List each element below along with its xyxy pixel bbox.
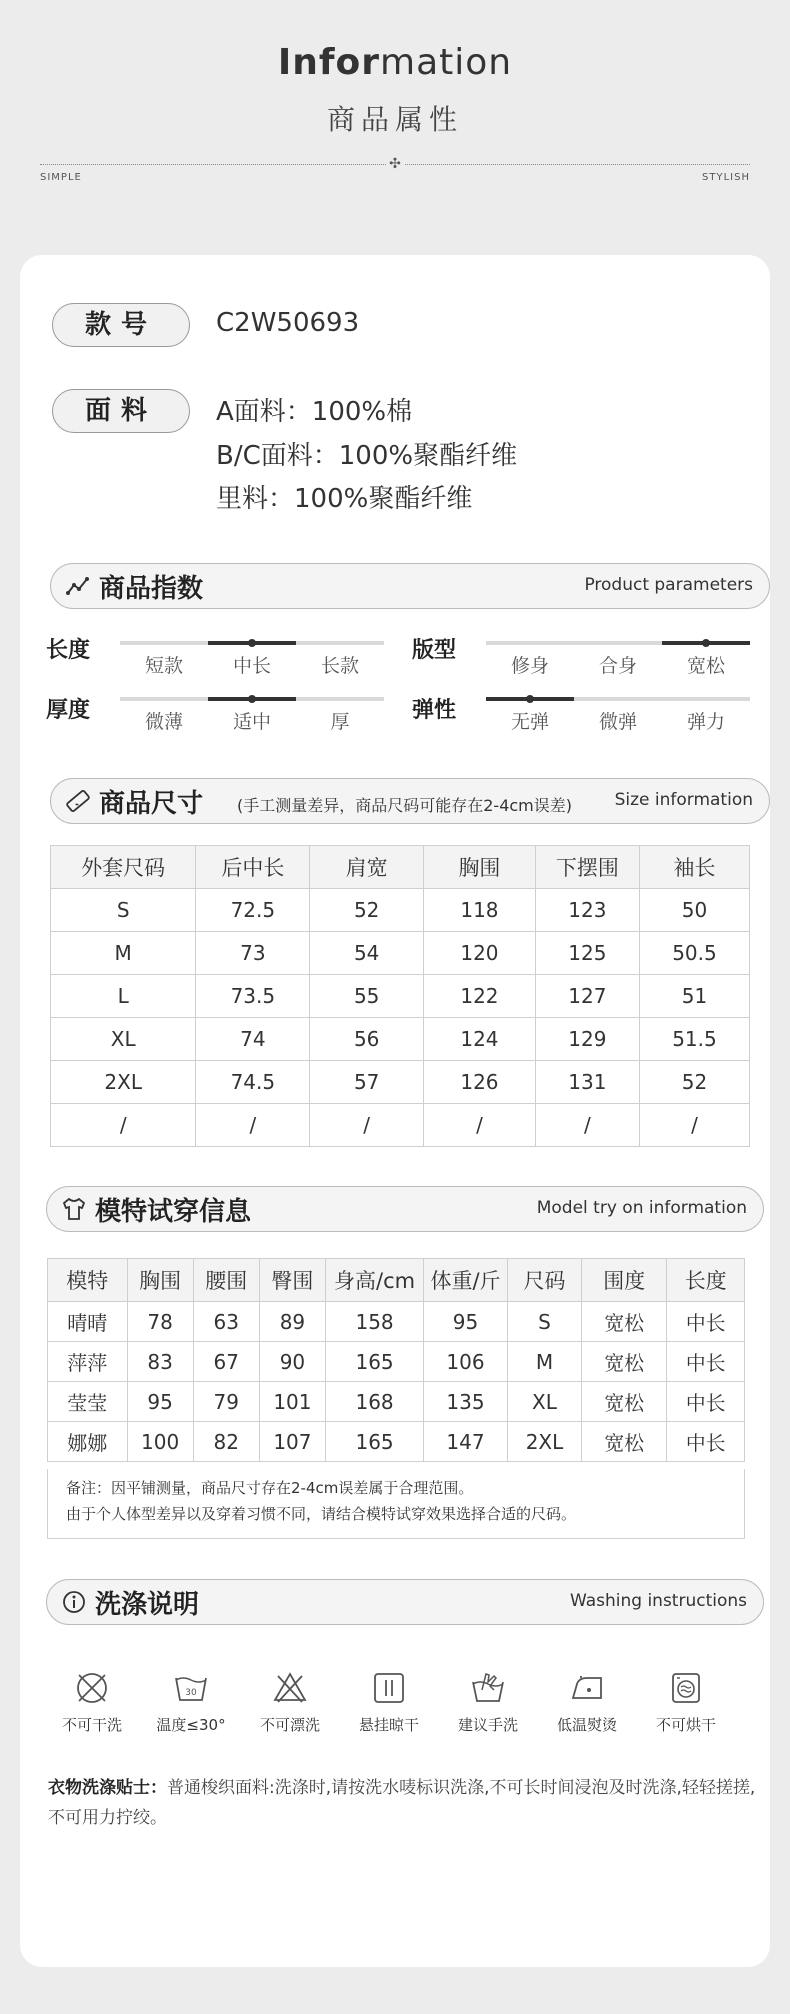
info-card <box>20 255 770 1967</box>
wash-item <box>47 1668 137 1735</box>
parameter-option: 弹力 <box>686 711 725 733</box>
table-cell: 79 <box>193 1382 259 1422</box>
svg-text:30: 30 <box>185 1688 197 1698</box>
table-cell: 中长 <box>667 1342 745 1382</box>
table-cell: 51 <box>639 975 749 1018</box>
parameter-option: 合身 <box>598 655 637 677</box>
table-cell: 57 <box>310 1061 424 1104</box>
table-cell: 124 <box>424 1018 536 1061</box>
table-cell: 74 <box>196 1018 310 1061</box>
table-cell: / <box>639 1104 749 1147</box>
table-row <box>48 1422 745 1462</box>
table-cell: 54 <box>310 932 424 975</box>
table-cell: 中长 <box>667 1302 745 1342</box>
table-row <box>51 1104 750 1147</box>
parameter-option: 厚 <box>330 711 350 733</box>
parameter-selected-dot <box>248 695 256 703</box>
section-bar-size <box>50 778 770 824</box>
table-cell: 宽松 <box>582 1382 667 1422</box>
fabric-line: A面料：100%棉 <box>216 397 413 427</box>
table-header-cell: 臀围 <box>259 1259 325 1302</box>
wash-label: 不可干洗 <box>61 1716 122 1734</box>
header-right-tag: STYLISH <box>702 172 750 183</box>
table-cell: 中长 <box>667 1422 745 1462</box>
low-iron-icon <box>542 1668 632 1708</box>
wash-label: 建议手洗 <box>457 1716 518 1734</box>
table-cell: 73 <box>196 932 310 975</box>
table-header-cell: 尺码 <box>507 1259 581 1302</box>
hand-wash-icon <box>443 1668 533 1708</box>
table-cell: 52 <box>310 889 424 932</box>
table-header-cell: 胸围 <box>127 1259 193 1302</box>
table-cell: 83 <box>127 1342 193 1382</box>
table-cell: 67 <box>193 1342 259 1382</box>
table-row <box>51 1061 750 1104</box>
note-line: 备注：因平铺测量，商品尺寸存在2-4cm误差属于合理范围。 <box>66 1479 474 1497</box>
table-cell: 51.5 <box>639 1018 749 1061</box>
table-cell: 娜娜 <box>48 1422 128 1462</box>
hang-dry-icon <box>344 1668 434 1708</box>
table-cell: 120 <box>424 932 536 975</box>
size-table <box>50 845 750 1147</box>
no-bleach-icon <box>245 1668 335 1708</box>
table-cell: 106 <box>424 1342 508 1382</box>
section-title: 模特试穿信息 <box>95 1197 252 1227</box>
wash-label: 悬挂晾干 <box>358 1716 419 1734</box>
table-row <box>51 975 750 1018</box>
section-title-en: Product parameters <box>584 575 753 595</box>
table-cell: 宽松 <box>582 1422 667 1462</box>
table-header-cell: 长度 <box>667 1259 745 1302</box>
table-cell: 52 <box>639 1061 749 1104</box>
model-note <box>47 1469 745 1539</box>
page-header <box>0 0 790 200</box>
table-cell: 63 <box>193 1302 259 1342</box>
table-cell: 129 <box>535 1018 639 1061</box>
table-cell: 118 <box>424 889 536 932</box>
shirt-icon <box>61 1196 87 1222</box>
ruler-icon <box>65 788 91 814</box>
table-cell: 56 <box>310 1018 424 1061</box>
code-value: C2W50693 <box>216 308 360 338</box>
table-cell: / <box>196 1104 310 1147</box>
table-cell: 82 <box>193 1422 259 1462</box>
section-note: (手工测量差异，商品尺码可能存在2-4cm误差) <box>237 796 573 815</box>
header-title-bold: Infor <box>277 42 381 83</box>
table-cell: 123 <box>535 889 639 932</box>
section-title: 商品指数 <box>99 574 204 604</box>
table-cell: 89 <box>259 1302 325 1342</box>
fabric-line: B/C面料：100%聚酯纤维 <box>216 441 518 471</box>
table-header-cell: 模特 <box>48 1259 128 1302</box>
wash-item <box>146 1668 236 1735</box>
table-cell: XL <box>507 1382 581 1422</box>
parameter-label: 厚度 <box>46 698 91 723</box>
header-title <box>0 42 790 83</box>
table-cell: 135 <box>424 1382 508 1422</box>
wash-item <box>443 1668 533 1735</box>
table-header-cell: 袖长 <box>639 846 749 889</box>
cross-ornament-icon: ✣ <box>386 155 404 173</box>
table-cell: XL <box>51 1018 196 1061</box>
table-cell: 127 <box>535 975 639 1018</box>
wash-item <box>344 1668 434 1735</box>
table-cell: 萍萍 <box>48 1342 128 1382</box>
section-title: 洗涤说明 <box>95 1590 200 1620</box>
section-title-en: Washing instructions <box>569 1591 747 1611</box>
parameter-option: 短款 <box>144 655 183 677</box>
section-bar-washing <box>46 1579 764 1625</box>
table-header-cell: 身高/cm <box>326 1259 424 1302</box>
wash-item <box>245 1668 335 1735</box>
table-header-cell: 肩宽 <box>310 846 424 889</box>
section-title: 商品尺寸 <box>99 789 204 819</box>
table-header-cell: 外套尺码 <box>51 846 196 889</box>
info-icon <box>61 1589 87 1615</box>
parameter-option: 长款 <box>320 655 359 677</box>
table-header-cell: 腰围 <box>193 1259 259 1302</box>
table-cell: M <box>51 932 196 975</box>
table-cell: 158 <box>326 1302 424 1342</box>
parameter-option: 适中 <box>232 711 271 733</box>
table-header-cell: 围度 <box>582 1259 667 1302</box>
table-row <box>48 1302 745 1342</box>
fabric-label: 面料 <box>52 389 190 433</box>
table-cell: 100 <box>127 1422 193 1462</box>
table-cell: / <box>51 1104 196 1147</box>
header-left-tag: SIMPLE <box>40 172 82 183</box>
table-cell: 宽松 <box>582 1342 667 1382</box>
section-bar-parameters <box>50 563 770 609</box>
table-cell: 宽松 <box>582 1302 667 1342</box>
table-cell: 125 <box>535 932 639 975</box>
table-cell: 55 <box>310 975 424 1018</box>
wash-30-icon <box>146 1668 236 1708</box>
table-cell: 168 <box>326 1382 424 1422</box>
trend-line-icon <box>65 573 91 599</box>
table-row <box>51 932 750 975</box>
table-cell: 147 <box>424 1422 508 1462</box>
wash-item <box>641 1668 731 1735</box>
table-cell: 101 <box>259 1382 325 1422</box>
table-cell: 78 <box>127 1302 193 1342</box>
wash-label: 低温熨烫 <box>556 1716 617 1734</box>
table-cell: 95 <box>127 1382 193 1422</box>
table-cell: 131 <box>535 1061 639 1104</box>
table-cell: 90 <box>259 1342 325 1382</box>
table-cell: 中长 <box>667 1382 745 1422</box>
table-cell: 95 <box>424 1302 508 1342</box>
table-header-cell: 体重/斤 <box>424 1259 508 1302</box>
no-dry-clean-icon <box>47 1668 137 1708</box>
care-label: 衣物洗涤贴士： <box>48 1778 167 1798</box>
parameter-label: 长度 <box>46 638 91 663</box>
table-cell: 74.5 <box>196 1061 310 1104</box>
table-cell: 165 <box>326 1422 424 1462</box>
parameter-option: 中长 <box>232 655 271 677</box>
parameter-selected-dot <box>248 639 256 647</box>
wash-label: 不可烘干 <box>655 1716 716 1734</box>
table-cell: 2XL <box>507 1422 581 1462</box>
section-title-en: Size information <box>614 790 753 810</box>
table-cell: S <box>51 889 196 932</box>
table-cell: M <box>507 1342 581 1382</box>
table-cell: / <box>310 1104 424 1147</box>
table-cell: 50.5 <box>639 932 749 975</box>
section-bar-model <box>46 1186 764 1232</box>
table-cell: 126 <box>424 1061 536 1104</box>
table-header-cell: 下摆围 <box>535 846 639 889</box>
care-text: 普通梭织面料:洗涤时,请按洗水唛标识洗涤,不可长时间浸泡及时洗涤,轻轻搓搓,不可用力拧绞。 <box>48 1778 756 1828</box>
parameter-selected-dot <box>702 639 710 647</box>
code-label: 款号 <box>52 303 190 347</box>
parameter-label: 版型 <box>412 638 457 663</box>
table-row <box>51 1018 750 1061</box>
table-cell: 2XL <box>51 1061 196 1104</box>
parameter-option: 微弹 <box>598 711 637 733</box>
note-line: 由于个人体型差异以及穿着习惯不同，请结合模特试穿效果选择合适的尺码。 <box>66 1505 577 1523</box>
parameter-option: 宽松 <box>686 655 725 677</box>
table-header-cell: 胸围 <box>424 846 536 889</box>
table-header-row <box>51 846 750 889</box>
table-cell: 122 <box>424 975 536 1018</box>
parameter-option: 微薄 <box>144 711 183 733</box>
table-cell: 165 <box>326 1342 424 1382</box>
table-cell: 晴晴 <box>48 1302 128 1342</box>
wash-label: 温度≤30° <box>156 1716 226 1734</box>
parameter-label: 弹性 <box>412 698 457 723</box>
fabric-line: 里料：100%聚酯纤维 <box>216 484 473 514</box>
table-cell: 73.5 <box>196 975 310 1018</box>
care-tips <box>48 1773 758 1833</box>
wash-item <box>542 1668 632 1735</box>
table-cell: / <box>535 1104 639 1147</box>
table-cell: / <box>424 1104 536 1147</box>
table-cell: S <box>507 1302 581 1342</box>
section-title-en: Model try on information <box>536 1198 747 1218</box>
parameter-selected-dot <box>526 695 534 703</box>
parameter-option: 修身 <box>510 655 549 677</box>
table-row <box>48 1342 745 1382</box>
table-cell: 107 <box>259 1422 325 1462</box>
table-cell: 50 <box>639 889 749 932</box>
table-cell: 72.5 <box>196 889 310 932</box>
header-subtitle: 商品属性 <box>326 103 463 136</box>
wash-label: 不可漂洗 <box>259 1716 320 1734</box>
table-cell: L <box>51 975 196 1018</box>
header-title-light: mation <box>380 42 513 83</box>
table-header-row <box>48 1259 745 1302</box>
parameter-option: 无弹 <box>510 711 549 733</box>
table-cell: 莹莹 <box>48 1382 128 1422</box>
table-row <box>48 1382 745 1422</box>
table-row <box>51 889 750 932</box>
table-header-cell: 后中长 <box>196 846 310 889</box>
no-tumble-dry-icon <box>641 1668 731 1708</box>
model-table <box>47 1258 745 1462</box>
